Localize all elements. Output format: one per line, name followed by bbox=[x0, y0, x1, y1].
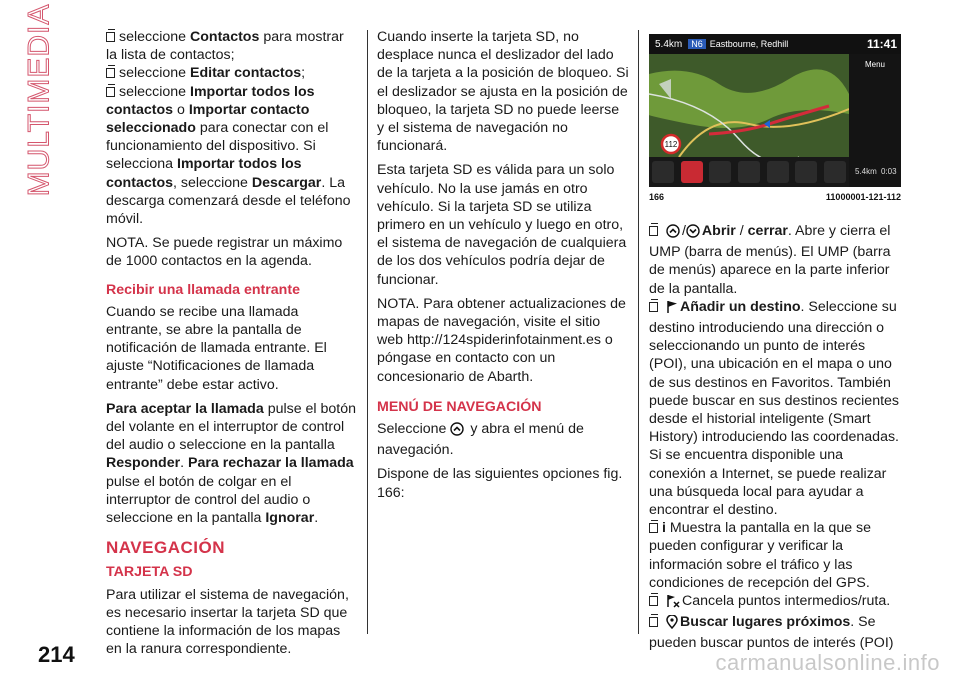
column-1 bbox=[106, 28, 358, 665]
note-contactos: NOTA. Se puede registrar un máximo de 1000 contactos en la agenda. bbox=[106, 235, 343, 270]
bullet-editar: seleccione Editar contactos; bbox=[106, 64, 358, 82]
paragraph-actualizaciones: NOTA. Para obtener actualizaciones de mapas de navegación, visite el sitio web http://124spiderinfotainment.es o póngase en contacto con un concesionario de Abarth. bbox=[377, 295, 626, 385]
bullet-icon bbox=[649, 523, 658, 533]
paragraph-recibir: Cuando se recibe una llamada entrante, se abre la pantalla de notificación de llamada entrante. El ajuste “Notificaciones de llamada entrante” debe estar activo. bbox=[106, 303, 327, 393]
nav-side-panel: Menu 5.4km 0:03 bbox=[849, 54, 901, 187]
svg-text:112: 112 bbox=[664, 140, 678, 149]
bullet-icon bbox=[106, 68, 115, 78]
settings-icon bbox=[824, 161, 846, 183]
cancel-route-icon bbox=[666, 594, 680, 613]
item-anadir-destino: Añadir un destino. Seleccione su destino introduciendo una dirección o seleccionando un punto de interés (POI), una ubicación en el mapa o uno de sus destinos en Favoritos. También puede buscar en sus destinos recientes desde el historial inteligente (Smart History) introduciendo las coordenadas. Si se encuentra disponible una conexión a Internet, se puede realizar una búsqueda local para ayudar a encontrar el destino. bbox=[649, 298, 900, 519]
item-buscar-lugares: Buscar lugares próximos. Se pueden buscar puntos de interés (POI) bbox=[649, 614, 894, 652]
flag-icon bbox=[681, 161, 703, 183]
column-2 bbox=[377, 28, 630, 508]
map-pin-icon bbox=[666, 615, 678, 634]
heading-menu-navegacion: MENÚ DE NAVEGACIÓN bbox=[377, 398, 542, 415]
info-icon: i bbox=[662, 520, 666, 537]
paragraph-opciones: Dispone de las siguientes opciones fig. 166: bbox=[377, 466, 623, 501]
paragraph-sd-vehicle: Esta tarjeta SD es válida para un solo vehículo. No la use jamás en otro vehículo. Si la tarjeta SD se utiliza primero en un vehículo y luego en otro, el sistema de navegación de cualquiera de los dos vehículos podría dejar de funcionar. bbox=[377, 162, 627, 288]
chevron-up-icon bbox=[666, 224, 680, 243]
bullet-icon bbox=[649, 596, 658, 606]
info-icon bbox=[709, 161, 731, 183]
page-number: 214 bbox=[38, 642, 75, 667]
bullet-importar: seleccione Importar todos los contactos o Importar contacto seleccionado para conectar con el funcionamiento del dispositivo. Si selecciona Importar todos los contactos, seleccione Descargar. La descarga comenzará desde el teléfono móvil. bbox=[106, 83, 351, 228]
heading-navegacion: NAVEGACIÓN bbox=[106, 538, 225, 558]
figure-caption: 166 11000001-121-112 bbox=[649, 192, 901, 202]
item-abrir-cerrar: / Abrir / cerrar. Abre y cierra el UMP (barra de menús). El UMP (barra de menús) aparece en la parte inferior de la pantalla. bbox=[649, 223, 891, 297]
pin-icon bbox=[767, 161, 789, 183]
paragraph-sd-lock: Cuando inserte la tarjeta SD, no desplace nunca el deslizador del lado de la tarjeta a la posición de bloqueo. Si el deslizador se ajusta en la posición de bloqueo, la tarjeta SD no puede leerse y el sistema de navegación no funcionará. bbox=[377, 29, 629, 155]
chevron-up-icon bbox=[450, 422, 464, 441]
bullet-contactos: seleccione Contactos para mostrar la lista de contactos; bbox=[106, 29, 344, 64]
flag-icon bbox=[666, 300, 678, 319]
nav-top-bar: 5.4km N6 Eastbourne, Redhill 11:41 bbox=[649, 34, 901, 54]
bullet-icon bbox=[106, 87, 115, 97]
bullet-icon bbox=[649, 617, 658, 627]
compass-icon bbox=[795, 161, 817, 183]
column-3 bbox=[649, 222, 901, 653]
column-divider bbox=[367, 30, 368, 634]
cancel-route-icon bbox=[738, 161, 760, 183]
bullet-icon bbox=[649, 302, 658, 312]
bullet-icon bbox=[106, 32, 115, 42]
heading-tarjeta-sd: TARJETA SD bbox=[106, 564, 193, 581]
heading-recibir: Recibir una llamada entrante bbox=[106, 281, 300, 298]
section-side-title: MULTIMEDIA bbox=[22, 3, 56, 197]
paragraph-seleccione: Seleccione y abra el menú de navegación. bbox=[377, 421, 584, 459]
watermark: carmanualsonline.info bbox=[715, 650, 940, 675]
item-cancelar: Cancela puntos intermedios/ruta. bbox=[649, 592, 901, 613]
column-divider bbox=[638, 30, 639, 634]
nav-bottom-menu-bar bbox=[649, 157, 849, 187]
paragraph-tarjeta-sd: Para utilizar el sistema de navegación, es necesario insertar la tarjeta SD que contiene la información de los mapas en la ranura correspondiente. bbox=[106, 586, 349, 658]
item-info: i Muestra la pantalla en la que se pueden configurar y verificar la información sobre el tráfico y las condiciones de recepción del GPS. bbox=[649, 520, 872, 591]
chevron-down-icon bbox=[652, 161, 674, 183]
nav-map bbox=[649, 54, 849, 157]
bullet-icon bbox=[649, 226, 658, 236]
navigation-screen-figure bbox=[649, 34, 901, 187]
chevron-down-icon bbox=[686, 224, 700, 243]
paragraph-aceptar: Para aceptar la llamada pulse el botón del volante en el interruptor de control del audio o seleccione en la pantalla Responder. Para rechazar la llamada pulse el botón de colgar en el interruptor de control del audio o seleccione en la pantalla Ignorar. bbox=[106, 400, 357, 527]
